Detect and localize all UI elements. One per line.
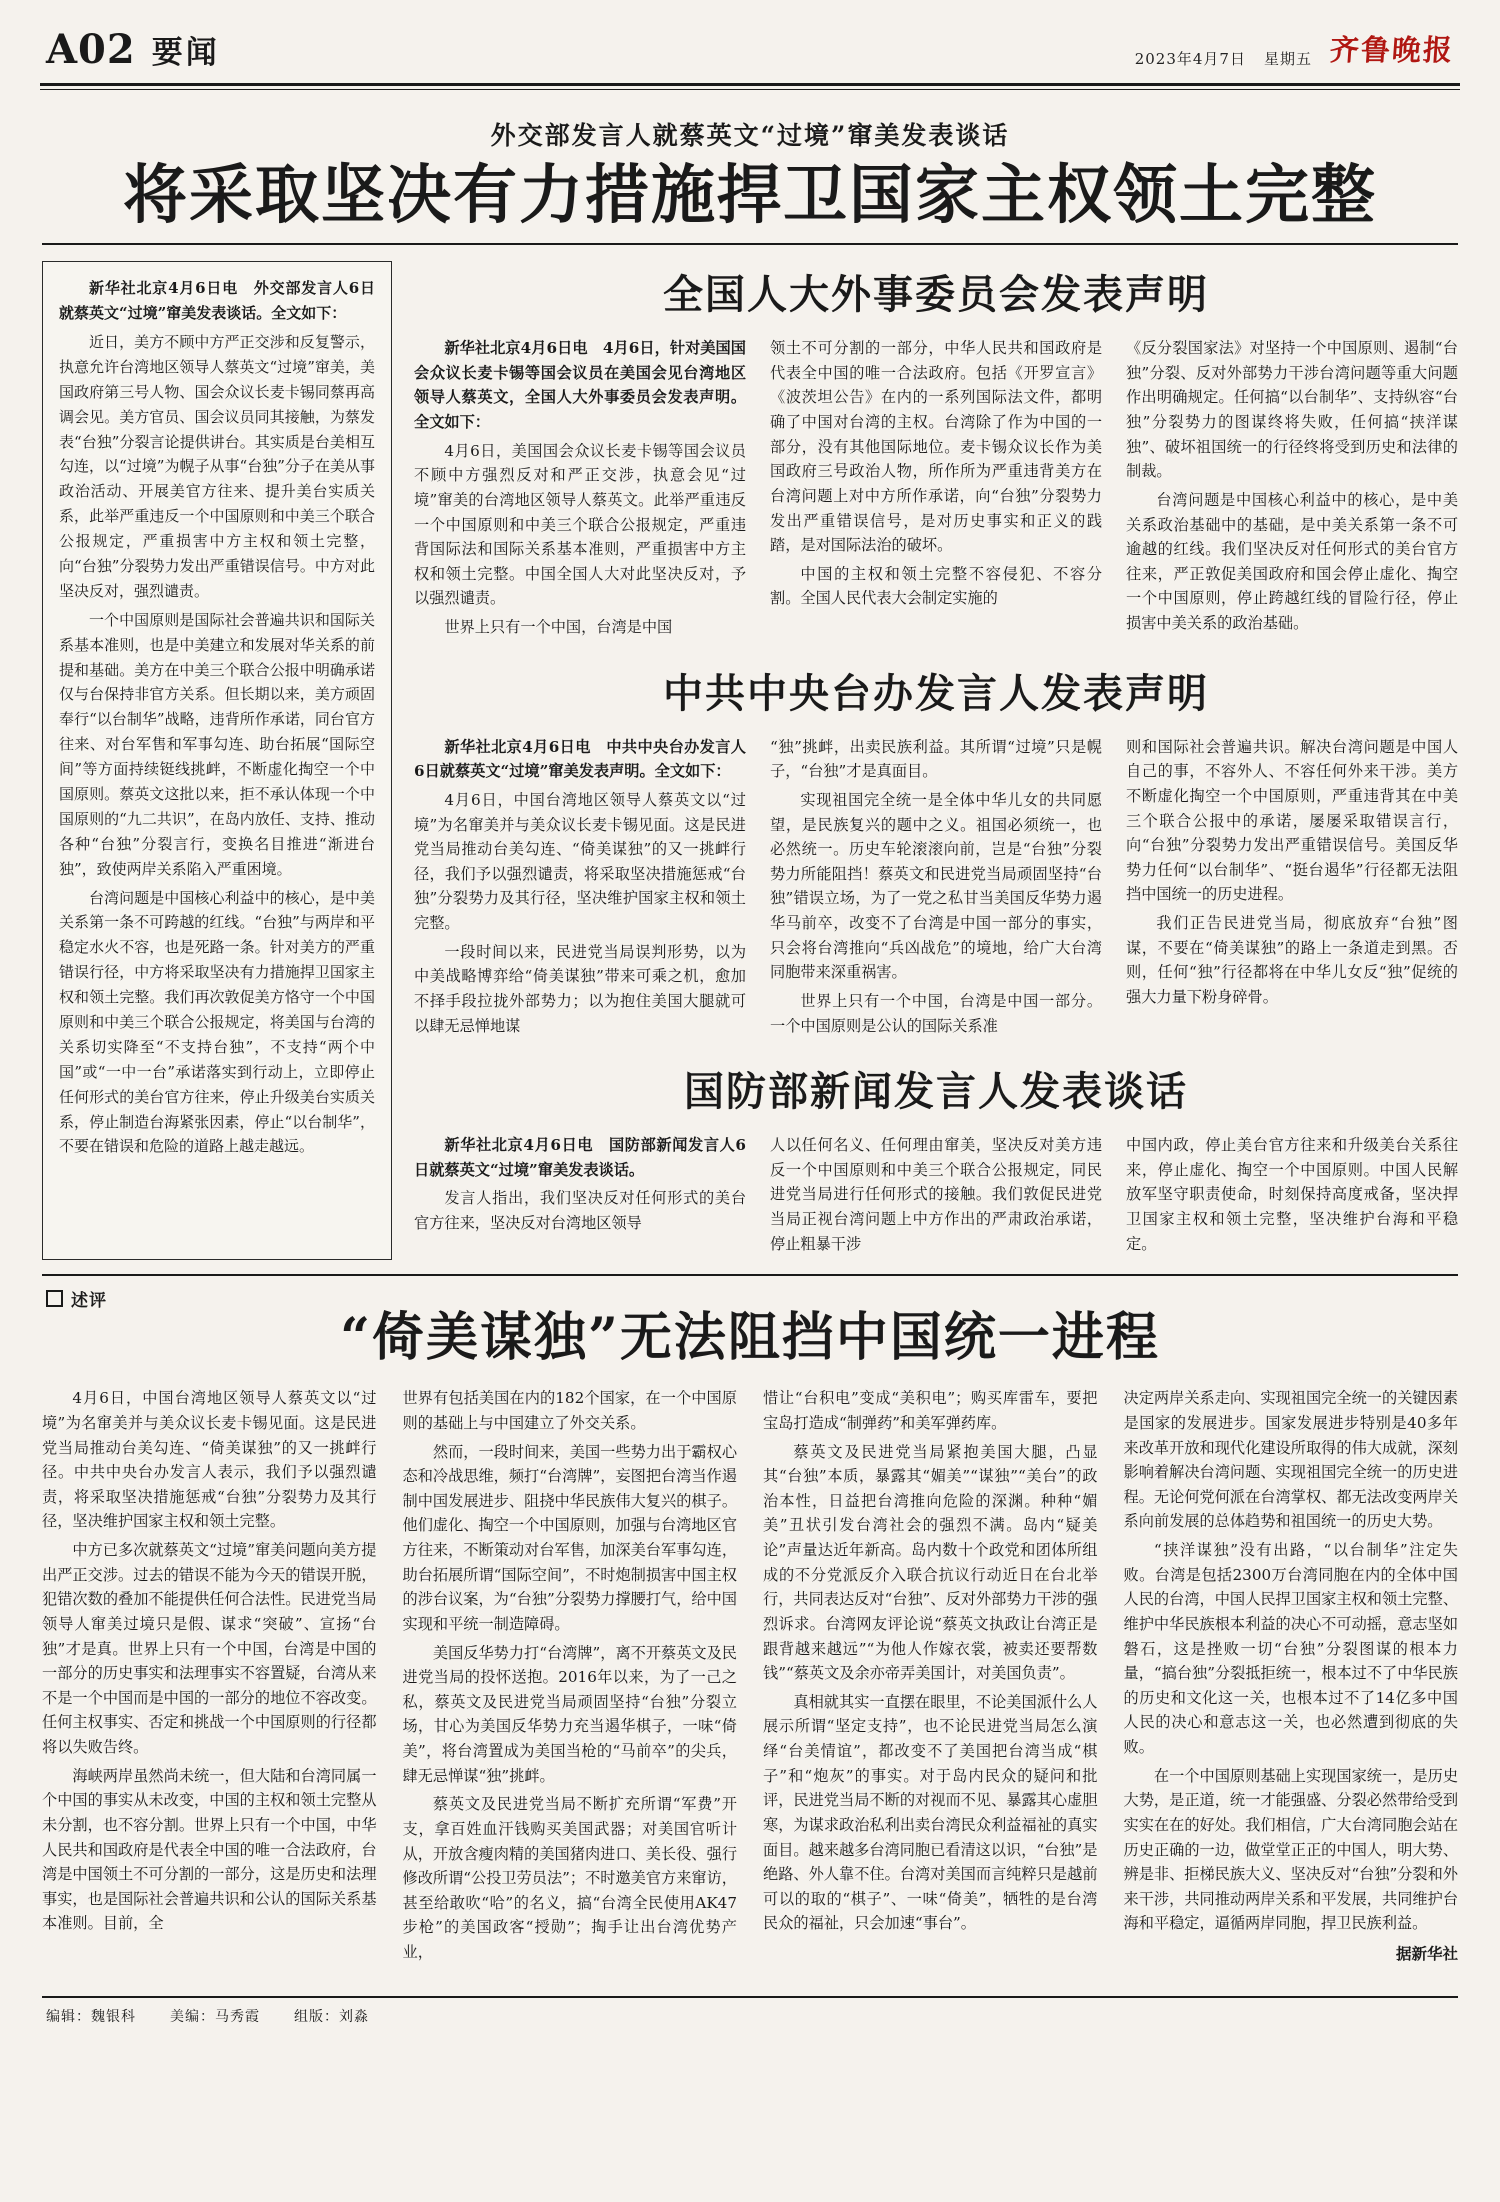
paragraph: 中国的主权和领土完整不容侵犯、不容分割。全国人民代表大会制定实施的 — [770, 564, 1102, 608]
commentary-columns — [42, 1386, 1458, 1979]
masthead-rule — [40, 83, 1460, 86]
footer-art-editor: 美编：马秀霞 — [170, 2008, 260, 2025]
paragraph: 新华社北京4月6日电 4月6日，针对美国国会众议长麦卡锡等国会议员在美国会见台湾地区领导人蔡英文，全国人大外事委员会发表声明。全文如下： — [414, 339, 746, 432]
paragraph: 《反分裂国家法》对坚持一个中国原则、遏制“台独”分裂、反对外部势力干涉台湾问题等重大问题作出明确规定。任何搞“以台制华”、支持纵容“台独”分裂势力的图谋终将失败，任何搞“挟洋谋独”、破坏祖国统一的行径终将受到历史和法律的制裁。 — [1126, 339, 1458, 481]
paragraph: 决定两岸关系走向、实现祖国完全统一的关键因素是国家的发展进步。国家发展进步特别是40多年来改革开放和现代化建设所取得的伟大成就，深刻影响着解决台湾问题、实现祖国完全统一的历史进程。无论何党何派在台湾掌权、都无法改变两岸关系向前发展的总体趋势和祖国统一的历史大势。 — [1123, 1389, 1458, 1531]
npc-column-1 — [414, 336, 746, 644]
commentary-rule — [42, 1274, 1458, 1276]
commentary-column-2 — [403, 1386, 738, 1979]
commentary-column-4 — [1124, 1386, 1459, 1979]
section-name: 要闻 — [151, 35, 220, 71]
paragraph: 领土不可分割的一部分，中华人民共和国政府是代表全中国的唯一合法政府。包括《开罗宣言》《波茨坦公告》在内的一系列国际法文件，都明确了中国对台湾的主权。台湾除了作为中国的一部分，没有其他国际地位。麦卡锡众议长作为美国政府三号政治人物，所作所为严重违背美方在台湾问题上对中方所作承诺，向“台独”分裂势力发出严重错误信号，是对历史事实和正义的践踏，是对国际法治的破坏。 — [770, 339, 1102, 555]
paragraph: 然而，一段时间来，美国一些势力出于霸权心态和冷战思维，频打“台湾牌”，妄图把台湾当作遏制中国发展进步、阻挠中华民族伟大复兴的棋子。他们虚化、掏空一个中国原则，加强与台湾地区官方往来，不断策动对台军售，加深美台军事勾连，助台拓展所谓“国际空间”，不时炮制损害中国主权的涉台议案，为“台独”分裂势力撑腰打气，给中国实现和平统一制造障碍。 — [402, 1442, 737, 1633]
paragraph: 则和国际社会普遍共识。解决台湾问题是中国人自己的事，不容外人、不容任何外来干涉。美方不断虚化掏空一个中国原则，严重违背其在中美三个联合公报中的承诺，屡屡采取错误言行，向“台独”分裂势力发出严重错误信号。美国反华势力任何“以台制华”、“挺台遏华”行径都无法阻挡中国统一的历史进程。 — [1126, 737, 1458, 904]
masthead-left — [46, 26, 220, 73]
square-icon — [46, 1290, 63, 1307]
paragraph: 一段时间以来，民进党当局误判形势，以为中美战略博弈给“倚美谋独”带来可乘之机，愈加不择手段拉拢外部势力；以为抱住美国大腿就可以肆无忌惮地谋 — [414, 942, 746, 1035]
page-title: 将采取坚决有力措施捍卫国家主权领土完整 — [123, 158, 1377, 233]
footer-editor: 编辑：魏银科 — [46, 2008, 136, 2025]
commentary-column-1 — [42, 1386, 377, 1979]
paragraph: 惜让“台积电”变成“美积电”；购买库雷车，要把宝岛打造成“制弹药”和美军弹药库。 — [763, 1389, 1098, 1432]
paragraph: 我们正告民进党当局，彻底放弃“台独”图谋，不要在“倚美谋独”的路上一条道走到黑。否则，任何“独”行径都将在中华儿女反“独”促统的强大力量下粉身碎骨。 — [1126, 914, 1458, 1006]
masthead-rule-thin — [40, 89, 1460, 90]
commentary-headline: “倚美谋独”无法阻挡中国统一进程 — [340, 1307, 1160, 1369]
paragraph: 中国内政，停止美台官方往来和升级美台关系往来，停止虚化、掏空一个中国原则。中国人民解放军坚守职责使命，时刻保持高度戒备，坚决捍卫国家主权和领土完整，坚决维护台海和平稳定。 — [1126, 1136, 1458, 1253]
commentary-byline: 据新华社 — [1395, 1944, 1458, 1964]
defense-column-3 — [1126, 1133, 1458, 1260]
paragraph: “独”挑衅，出卖民族利益。其所谓“过境”只是幌子，“台独”才是真面目。 — [770, 737, 1102, 781]
paragraph: 发言人指出，我们坚决反对任何形式的美台官方往来，坚决反对台湾地区领导 — [414, 1189, 746, 1233]
paragraph: 海峡两岸虽然尚未统一，但大陆和台湾同属一个中国的事实从未改变，中国的主权和领土完整从未分割，也不容分割。世界上只有一个中国，中华人民共和国政府是代表全中国的唯一合法政府，台湾是中国领土不可分割的一部分，这是历史和法理事实，也是国际社会普遍共识和公认的国际关系基本准则。目前，全 — [42, 1766, 377, 1933]
paragraph: 新华社北京4月6日电 国防部新闻发言人6日就蔡英文“过境”窜美发表谈话。 — [414, 1136, 746, 1179]
paragraph: 人以任何名义、任何理由窜美，坚决反对美方违反一个中国原则和中美三个联合公报规定，同民进党当局进行任何形式的接触。我们敦促民进党当局正视台湾问题上中方作出的严肃政治承诺，停止粗暴干涉 — [770, 1136, 1102, 1253]
commentary-section — [0, 1274, 1500, 1979]
section-headline-taoffice: 中共中央台办发言人发表声明 — [663, 669, 1209, 717]
npc-column-3 — [1126, 336, 1458, 644]
publication-weekday: 星期五 — [1263, 50, 1312, 68]
footer-layout: 组版：刘淼 — [294, 2008, 369, 2025]
page-footer — [0, 1998, 1500, 2042]
lead-paragraph: 新华社北京4月6日电 外交部发言人6日就蔡英文“过境”窜美发表谈话。全文如下： — [59, 279, 375, 323]
lead-article-box — [42, 261, 392, 1260]
paragraph: 新华社北京4月6日电 中共中央台办发言人6日就蔡英文“过境”窜美发表声明。全文如下： — [414, 737, 746, 781]
paragraph: 蔡英文及民进党当局不断扩充所谓“军费”开支，拿百姓血汗钱购买美国武器；对美国官听计从，开放含瘦肉精的美国猪肉进口、美长役、强行修改所谓“公投卫劳员法”；不时邀美官方来窜访，甚至给敢吹“哈”的名义，搞“台湾全民使用AK47步枪”的美国政客“授勋”；掏手让出台湾优势产业， — [402, 1795, 737, 1962]
taoffice-column-1 — [414, 735, 746, 1043]
right-articles — [414, 261, 1458, 1260]
commentary-tag-label: 述评 — [71, 1291, 107, 1312]
masthead — [0, 0, 1500, 79]
npc-columns — [414, 336, 1458, 644]
lead-paragraph: 台湾问题是中国核心利益中的核心，是中美关系第一条不可跨越的红线。“台独”与两岸和平稳定水火不容，也是死路一条。针对美方的严重错误行径，中方将采取坚决有力措施捍卫国家主权和领土完整。我们再次敦促美方恪守一个中国原则和中美三个联合公报规定，将美国与台湾的关系切实降至“不支持台独”，不支持“两个中国”或“一中一台”承诺落实到行动上，立即停止任何形式的美台官方往来，停止升级美台实质关系，停止制造台海紧张因素，停止“以台制华”，不要在错误和危险的道路上越走越远。 — [59, 888, 375, 1156]
defense-columns — [414, 1133, 1458, 1260]
section-headline-npc: 全国人大外事委员会发表声明 — [663, 271, 1209, 319]
paragraph: 世界上只有一个中国，台湾是中国 — [444, 618, 673, 637]
paragraph: 4月6日，美国国会众议长麦卡锡等国会议员不顾中方强烈反对和严正交涉，执意会见“过境”窜美的台湾地区领导人蔡英文。此举严重违反一个中国原则和中美三个联合公报规定，严重违背国际法和国际关系基本准则，严重损害中方主权和领土完整。中国全国人大对此坚决反对，予以强烈谴责。 — [414, 441, 746, 608]
paragraph: 实现祖国完全统一是全体中华儿女的共同愿望，是民族复兴的题中之义。祖国必须统一，也必然统一。历史车轮滚滚向前，岂是“台独”分裂势力所能阻挡！蔡英文和民进党当局顽固坚持“台独”错误立场，为了一党之私甘当美国反华势力遏华马前卒，改变不了台湾是中国一部分的事实，只会将台湾推向“兵凶战危”的境地，给广大台湾同胞带来深重祸害。 — [770, 790, 1102, 982]
paragraph: 蔡英文及民进党当局紧抱美国大腿，凸显其“台独”本质，暴露其“媚美”“谋独”“美台”的政治本性，日益把台湾推向危险的深渊。种种“媚美”丑状引发台湾社会的强烈不满。岛内“疑美论”声量达近年新高。岛内数十个政党和团体所组成的不分党派反介入联合抗议行动近日在台北举行，共同表达反对“台独”、反对外部势力干涉的强烈诉求。台湾网友评论说“蔡英文执政让台湾正是跟背越来越远”“为他人作嫁衣裳，被卖还要帮数钱”“蔡英文及余亦帝弄美国计，对美国负责”。 — [763, 1442, 1098, 1683]
paragraph: 世界有包括美国在内的182个国家，在一个中国原则的基础上与中国建立了外交关系。 — [402, 1389, 737, 1432]
publication-date: 2023年4月7日 — [1134, 50, 1246, 68]
paragraph: “挟洋谋独”没有出路，“以台制华”注定失败。台湾是包括2300万台湾同胞在内的全体中国人民的台湾，中国人民捍卫国家主权和领土完整、维护中华民族根本利益的决心不可动摇，意志坚如磐石，这是挫败一切“台独”分裂图谋的根本力量，“搞台独”分裂抵拒统一，根本过不了中华民族的历史和文化这一关，也根本过不了14亿多中国人民的决心和意志这一关，也必然遭到彻底的失败。 — [1123, 1541, 1458, 1757]
paragraph: 美国反华势力打“台湾牌”，离不开蔡英文及民进党当局的投怀送抱。2016年以来，为了一己之私，蔡英文及民进党当局顽固坚持“台独”分裂立场，甘心为美国反华势力充当遏华棋子，一味“倚美”，将台湾置成为美国当枪的“马前卒”的尖兵，肆无忌惮谋“独”挑衅。 — [402, 1643, 737, 1785]
paragraph: 真相就其实一直摆在眼里，不论美国派什么人展示所谓“坚定支持”，也不论民进党当局怎么演绎“台美情谊”，都改变不了美国把台湾当成“棋子”和“炮灰”的事实。对于岛内民众的疑问和批评，民进党当局不断的对视而不见、暴露其心虚胆寒，为谋求政治私利出卖台湾民众利益福祉的真实面目。越来越多台湾同胞已看清这以识，“台独”是绝路、外人靠不住。台湾对美国而言纯粹只是越前可以的取的“棋子”、一味“倚美”，牺牲的是台湾民众的福祉，只会加速“事台”。 — [763, 1692, 1098, 1933]
defense-column-2 — [770, 1133, 1102, 1260]
taoffice-columns — [414, 735, 1458, 1043]
section-headline-defense: 国防部新闻发言人发表谈话 — [684, 1068, 1188, 1116]
paragraph: 中方已多次就蔡英文“过境”窜美问题向美方提出严正交涉。过去的错误不能为今天的错误开脱，犯错次数的叠加不能提供任何合法性。民进党当局领导人窜美过境只是假、谋求“突破”、宣扬“台独”才是真。世界上只有一个中国，台湾是中国的一部分的历史事实和法理事实不容置疑，台湾从来不是一个中国而是中国的一部分的地位不容改变。任何主权事实、否定和挑战一个中国原则的行径都将以失败告终。 — [42, 1541, 377, 1757]
paragraph: 台湾问题是中国核心利益中的核心，是中美关系政治基础中的基础，是中美关系第一条不可逾越的红线。我们坚决反对任何形式的美台官方往来，严正敦促美国政府和国会停止虚化、掏空一个中国原则，停止跨越红线的冒险行径，停止损害中美关系的政治基础。 — [1126, 490, 1458, 633]
taoffice-column-3 — [1126, 735, 1458, 1043]
paragraph: 4月6日，中国台湾地区领导人蔡英文以“过境”为名窜美并与美众议长麦卡锡见面。这是民进党当局推动台美勾连、“倚美谋独”的又一挑衅行径，我们予以强烈谴责，将采取坚决措施惩戒“台独”分裂势力及其行径，坚决维护国家主权和领土完整。 — [414, 790, 746, 933]
page-number: A02 — [46, 26, 136, 73]
paragraph: 在一个中国原则基础上实现国家统一，是历史大势，是正道，统一才能强盛、分裂必然带给受到实实在在的好处。我们相信，广大台湾同胞会站在历史正确的一边，做堂堂正正的中国人，明大势、辨是非、拒梯民族大义、坚决反对“台独”分裂和外来干涉，共同推动两岸关系和平发展，共同维护台海和平稳定，逼循两岸同胞，捍卫民族利益。 — [1123, 1766, 1458, 1933]
paragraph: 世界上只有一个中国，台湾是中国一部分。一个中国原则是公认的国际关系准 — [770, 991, 1102, 1035]
article-body — [0, 245, 1500, 1260]
paragraph: 4月6日，中国台湾地区领导人蔡英文以“过境”为名窜美并与美众议长麦卡锡见面。这是民进党当局推动台美勾连、“倚美谋独”的又一挑衅行径。中共中央台办发言人表示，我们予以强烈谴责，将采取坚决措施惩戒“台独”分裂势力及其行径，坚决维护国家主权和领土完整。 — [42, 1389, 377, 1531]
npc-column-2 — [770, 336, 1102, 644]
taoffice-column-2 — [770, 735, 1102, 1043]
defense-column-1 — [414, 1133, 746, 1260]
masthead-right — [1135, 28, 1454, 73]
commentary-column-3 — [763, 1386, 1098, 1979]
kicker-headline: 外交部发言人就蔡英文“过境”窜美发表谈话 — [490, 121, 1010, 150]
lead-paragraph: 近日，美方不顾中方严正交涉和反复警示，执意允许台湾地区领导人蔡英文“过境”窜美，美国政府第三号人物、国会众议长麦卡锡同蔡再高调会见。美方官员、国会议员同其接触，为蔡发表“台独”分裂言论提供讲台。其实质是台美相互勾连，以“过境”为幌子从事“台独”分子在美从事政治活动、开展美官方往来、提升美台实质关系，此举严重违反一个中国原则和中美三个联合公报规定，严重损害中方主权和领土完整，向“台独”分裂势力发出严重错误信号。中方对此坚决反对，强烈谴责。 — [59, 332, 375, 600]
lead-paragraph: 一个中国原则是国际社会普遍共识和国际关系基本准则，也是中美建立和发展对华关系的前提和基础。美方在中美三个联合公报中明确承诺仅与台保持非官方关系。但长期以来，美方顽固奉行“以台制华”战略，违背所作承诺，同台官方往来、对台军售和军事勾连、助台拓展“国际空间”等方面持续铤线挑衅，不断虚化掏空一个中国原则。蔡英文这批以来，拒不承认体现一个中国原则的“九二共识”，在岛内放任、支持、推动各种“台独”分裂言行，变换名目推进“渐进台独”，致使两岸关系陷入严重困境。 — [59, 610, 375, 878]
newspaper-logo: 齐鲁晚报 — [1328, 33, 1456, 67]
